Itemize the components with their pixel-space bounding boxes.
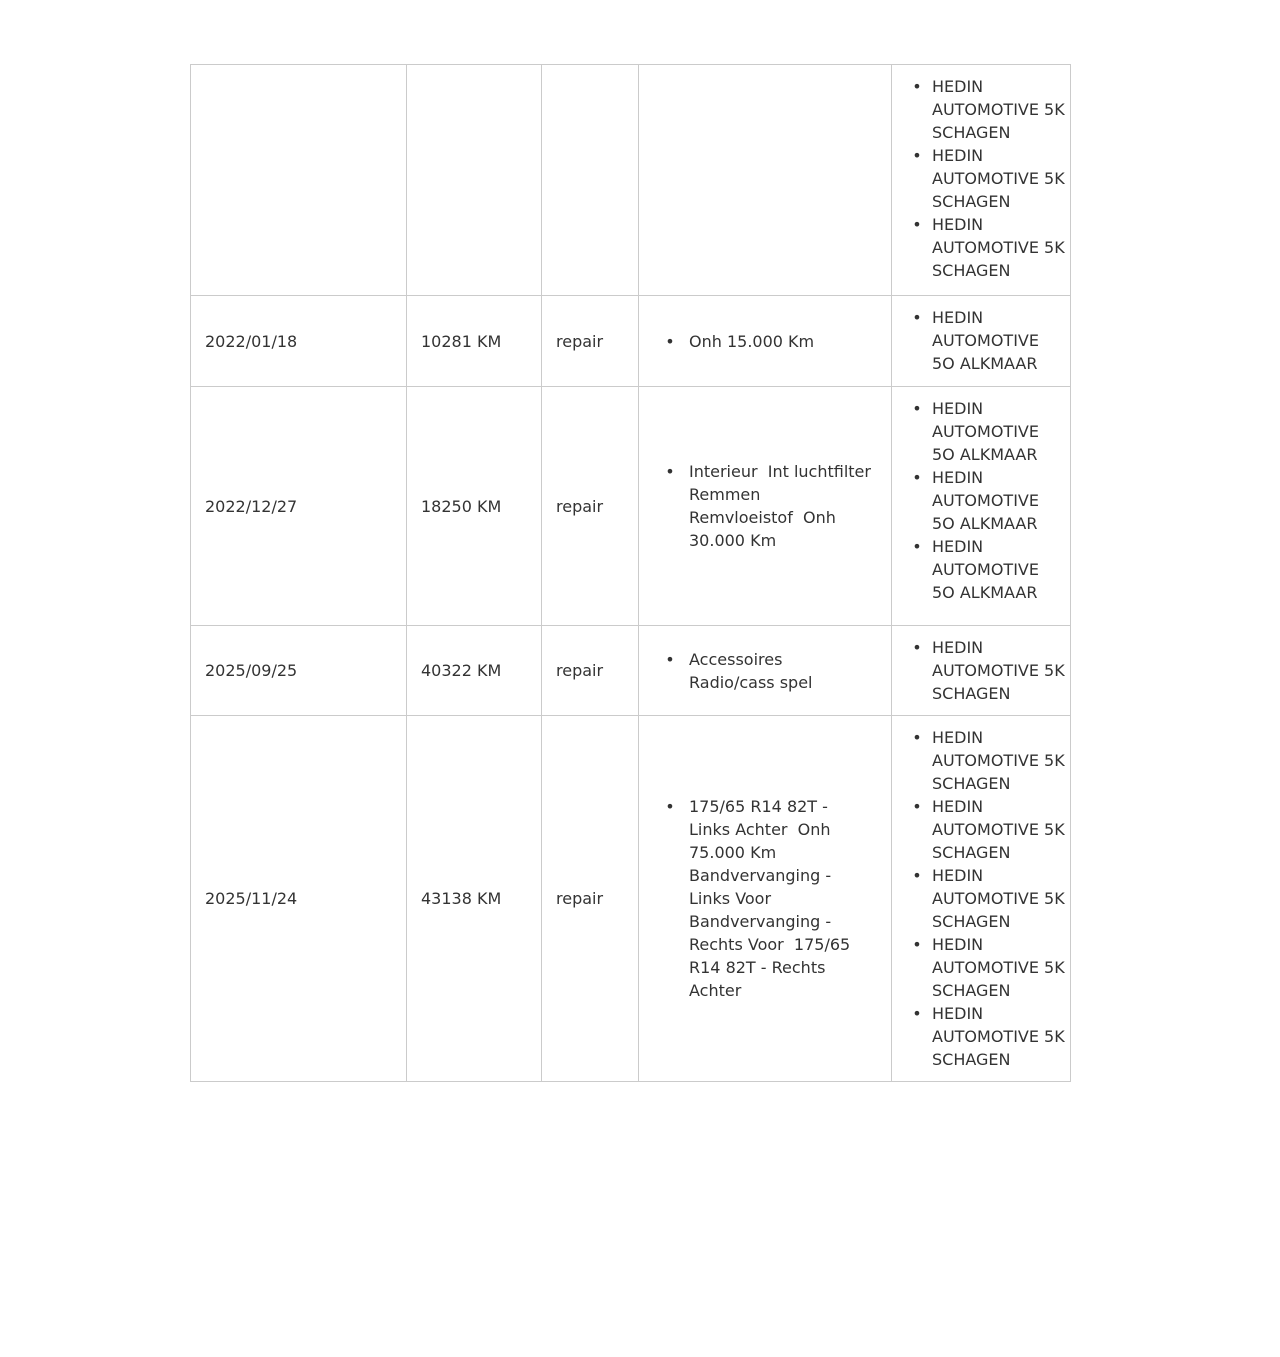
bullet-icon: • [912,797,922,816]
mileage-cell: 10281 KM [407,296,542,387]
mileage-cell: 43138 KM [407,716,542,1082]
location-text: HEDIN AUTOMOTIVE 5K SCHAGEN [932,866,1070,931]
bullet-icon: • [912,77,922,96]
table-row [191,716,1071,1082]
description-text: Interieur Int luchtfilter Remmen Remvloeistof Onh 30.000 Km [689,462,882,550]
location-text: HEDIN AUTOMOTIVE 5K SCHAGEN [932,1004,1070,1069]
location-cell [892,387,1071,626]
date-cell [191,65,407,296]
description-item [651,460,882,552]
description-text: 175/65 R14 82T - Links Achter Onh 75.000 Km Bandvervanging - Links Voor Bandvervanging - Rechts Voor 175/65 R14 82T - Rechts Achter [689,797,856,1000]
table-row [191,626,1071,716]
location-cell [892,716,1071,1082]
location-text: HEDIN AUTOMOTIVE 5O ALKMAAR [932,468,1045,533]
location-item [902,535,1066,604]
location-text: HEDIN AUTOMOTIVE 5O ALKMAAR [932,399,1045,464]
location-item [902,466,1066,535]
date-cell: 2025/11/24 [191,716,407,1082]
mileage-cell: 18250 KM [407,387,542,626]
location-item [902,636,1070,705]
description-cell [639,626,892,716]
location-text: HEDIN AUTOMOTIVE 5K SCHAGEN [932,935,1070,1000]
location-item [902,306,1066,375]
description-cell [639,65,892,296]
location-item [902,795,1070,864]
date-cell: 2025/09/25 [191,626,407,716]
location-item [902,397,1066,466]
bullet-icon: • [912,1004,922,1023]
location-item [902,864,1070,933]
bullet-icon: • [912,728,922,747]
table-row [191,296,1071,387]
bullet-icon: • [912,537,922,556]
bullet-icon: • [912,468,922,487]
location-cell [892,626,1071,716]
type-cell: repair [542,626,639,716]
bullet-icon: • [912,638,922,657]
location-item [902,144,1070,213]
location-text: HEDIN AUTOMOTIVE 5O ALKMAAR [932,308,1045,373]
description-text: Accessoires Radio/cass spel [689,649,813,692]
description-item [651,330,873,353]
bullet-icon: • [912,308,922,327]
type-cell [542,65,639,296]
location-text: HEDIN AUTOMOTIVE 5K SCHAGEN [932,77,1070,142]
location-cell [892,65,1071,296]
date-cell: 2022/01/18 [191,296,407,387]
bullet-icon: • [912,935,922,954]
table-row [191,65,1071,296]
description-cell [639,716,892,1082]
bullet-icon: • [665,649,675,669]
location-item [902,933,1070,1002]
type-cell: repair [542,716,639,1082]
location-text: HEDIN AUTOMOTIVE 5K SCHAGEN [932,215,1070,280]
bullet-icon: • [912,399,922,418]
location-text: HEDIN AUTOMOTIVE 5O ALKMAAR [932,537,1045,602]
location-item [902,75,1070,144]
location-text: HEDIN AUTOMOTIVE 5K SCHAGEN [932,797,1070,862]
description-cell [639,296,892,387]
location-item [902,1002,1070,1071]
location-text: HEDIN AUTOMOTIVE 5K SCHAGEN [932,146,1070,211]
type-cell: repair [542,296,639,387]
mileage-cell: 40322 KM [407,626,542,716]
table-row [191,387,1071,626]
description-item [651,648,873,694]
type-cell: repair [542,387,639,626]
description-item [651,795,873,1002]
location-item [902,726,1070,795]
location-text: HEDIN AUTOMOTIVE 5K SCHAGEN [932,728,1070,793]
service-history-table [190,64,1071,1082]
description-cell [639,387,892,626]
bullet-icon: • [665,797,675,816]
location-text: HEDIN AUTOMOTIVE 5K SCHAGEN [932,638,1070,703]
location-item [902,213,1070,282]
bullet-icon: • [912,866,922,885]
bullet-icon: • [912,215,922,234]
date-cell: 2022/12/27 [191,387,407,626]
bullet-icon: • [665,462,675,481]
description-text: Onh 15.000 Km [689,331,815,351]
mileage-cell [407,65,542,296]
bullet-icon: • [665,331,675,351]
location-cell [892,296,1071,387]
bullet-icon: • [912,146,922,165]
